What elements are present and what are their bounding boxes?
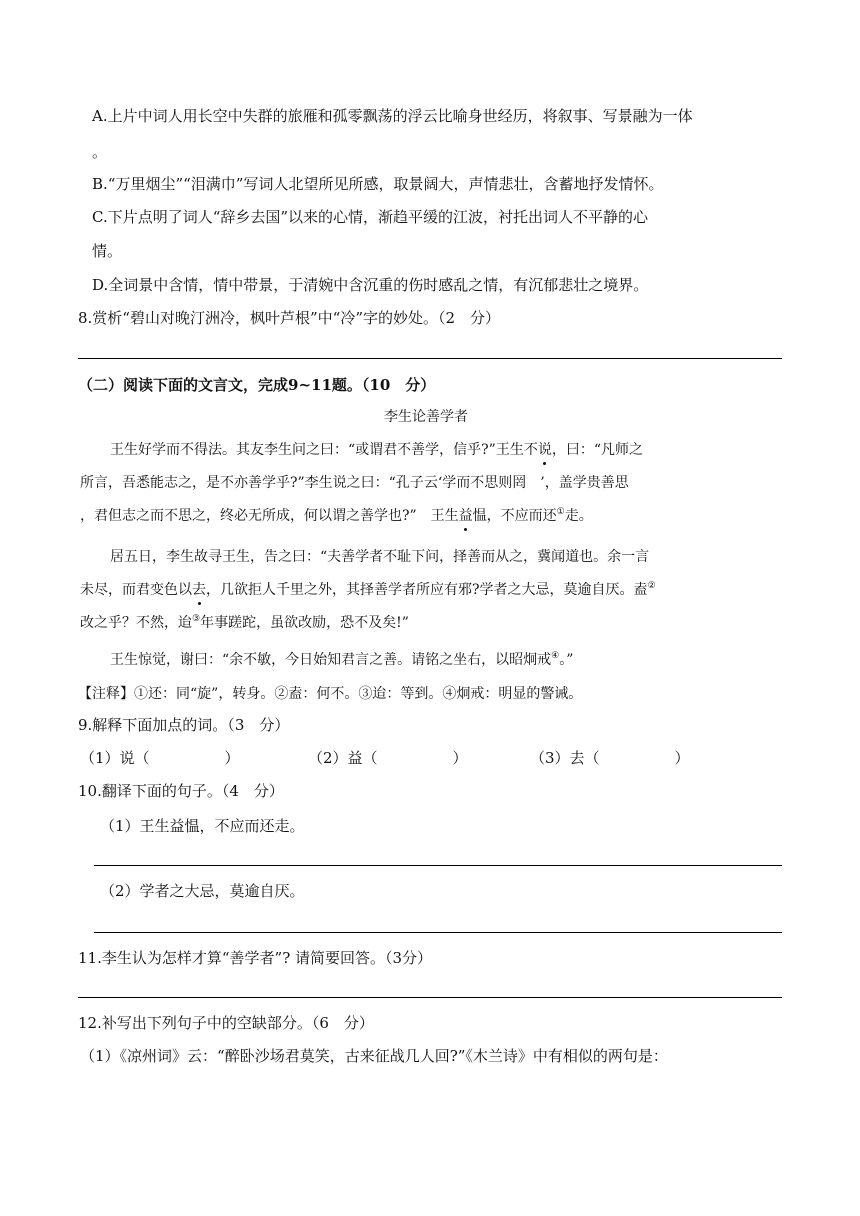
dotted-word-yi: 益 [459, 505, 473, 527]
passage-p2-line1: 居五日，李生故寻王生，告之曰：“夫善学者不耻下问，择善而从之，冀闻道也。余一言 [110, 549, 650, 565]
passage-p1-line1: 王生好学而不得法。其友李生问之曰：“或谓君不善学，信乎?”王生不说，曰：“凡师之 [110, 439, 643, 461]
note-marker-2: ② [647, 581, 656, 591]
passage-p1-line2: 所言，吾悉能志之，是不亦善学乎?”李生说之曰：“孔子云‘学而不思则罔 ’，盖学贵善思 [80, 475, 629, 491]
note-marker-3: ③ [192, 614, 201, 624]
q7-option-a-line1: A.上片中词人用长空中失群的旅雁和孤零飘荡的浮云比喻身世经历，将叙事、写景融为一体 [92, 107, 693, 125]
q10-item-2-answer-line [94, 932, 782, 933]
passage-p1-line3: ，君但志之而不思之，终必无所成，何以谓之善学也?” 王生益愠，不应而还①走。 [80, 505, 593, 527]
q9-item-1: （1）说（ ） [80, 749, 240, 767]
q9-prompt: 9.解释下面加点的词。（3 分） [78, 716, 290, 734]
q12-prompt: 12.补写出下列句子中的空缺部分。（6 分） [78, 1014, 374, 1032]
dotted-word-shuo: 说 [538, 439, 552, 461]
passage-p2-line2: 未尽，而君变色以去，几欲拒人千里之外，其择善学者所应有邪?学者之大忌，莫逾自厌。盍② [80, 579, 656, 601]
note-marker-4: ④ [551, 651, 560, 661]
q8-answer-line [78, 358, 782, 359]
q11-answer-line [78, 997, 782, 998]
q10-item-1-answer-line [94, 865, 782, 866]
passage-notes: 【注释】①还：同“旋”，转身。②盍：何不。③迨：等到。④炯戒：明显的警诫。 [78, 686, 583, 702]
q9-item-2: （2）益（ ） [308, 749, 468, 767]
q7-option-d: D.全词景中含情，情中带景，于清婉中含沉重的伤时感乱之情，有沉郁悲壮之境界。 [92, 276, 649, 294]
q7-option-c-line1: C.下片点明了词人“辞乡去国”以来的心情，渐趋平缓的江波，衬托出词人不平静的心 [92, 208, 649, 226]
note-marker-1: ① [556, 507, 565, 517]
passage-p3: 王生惊觉，谢曰：“余不敏，今日始知君言之善。请铭之坐右，以昭炯戒④。” [110, 651, 574, 668]
q7-option-c-line2: 情。 [92, 242, 123, 260]
dotted-word-qu: 去 [192, 579, 206, 601]
q7-option-a-line2: 。 [92, 143, 108, 161]
q12-item-1: （1）《凉州词》云：“醉卧沙场君莫笑，古来征战几人回?”《木兰诗》中有相似的两句是： [80, 1047, 668, 1065]
q8-prompt: 8.赏析“碧山对晚汀洲冷，枫叶芦根”中“冷”字的妙处。（2 分） [78, 309, 501, 327]
q10-item-1: （1）王生益愠，不应而还走。 [100, 817, 305, 835]
section2-heading: （二）阅读下面的文言文，完成9~11题。（10 分） [78, 376, 436, 394]
q11-prompt: 11.李生认为怎样才算“善学者”? 请简要回答。（3分） [78, 949, 433, 967]
q10-prompt: 10.翻译下面的句子。（4 分） [78, 782, 284, 800]
q9-item-3: （3）去（ ） [530, 749, 690, 767]
passage-p2-line3: 改之乎？不然，迨③年事蹉跎，虽欲改励，恐不及矣!” [80, 614, 409, 631]
passage-title: 李生论善学者 [384, 409, 468, 425]
q10-item-2: （2）学者之大忌，莫逾自厌。 [100, 882, 305, 900]
q7-option-b: B.“万里烟尘”“泪满巾”写词人北望所见所感，取景阔大，声情悲壮，含蓄地抒发情怀。 [92, 175, 664, 193]
